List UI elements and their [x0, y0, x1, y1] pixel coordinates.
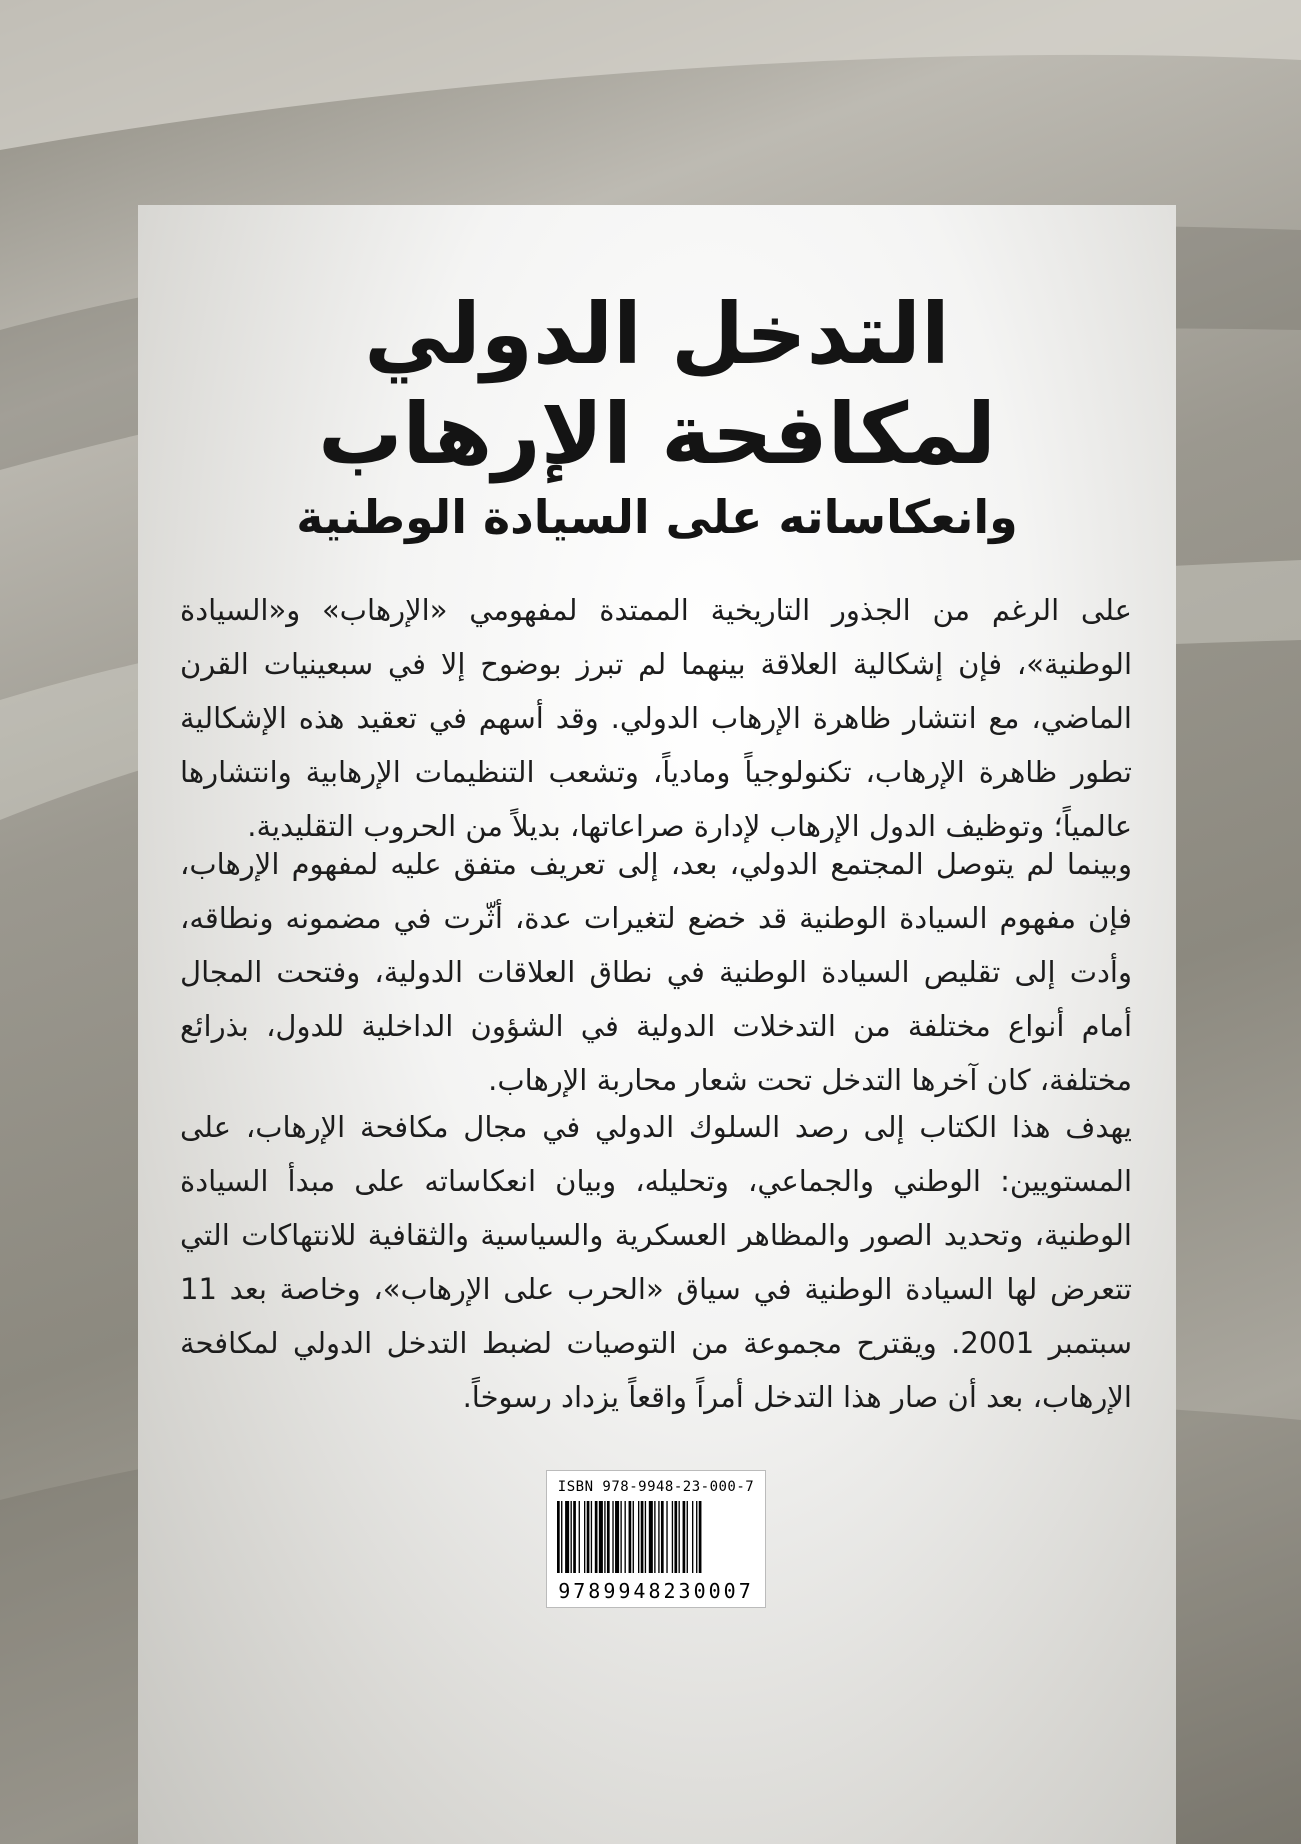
isbn-label: ISBN 978-9948-23-000-7	[557, 1479, 755, 1495]
blurb-paragraph-2: وبينما لم يتوصل المجتمع الدولي، بعد، إلى تعريف متفق عليه لمفهوم الإرهاب، فإن مفهوم السيادة الوطنية قد خضع لتغيرات عدة، أثّرت في مضمونه ونطاقه، وأدت إلى تقليص السيادة الوطنية في نطاق العلاقات الدولية، وفتحت المجال أمام أنواع مختلفة من التدخلات الدولية في الشؤون الداخلية للدول، بذرائع مختلفة، كان آخرها التدخل تحت شعار محاربة الإرهاب.	[180, 847, 1132, 1097]
book-subtitle: وانعكاساته على السيادة الوطنية	[296, 490, 1018, 544]
book-title-line2: لمكافحة الإرهاب	[318, 385, 996, 483]
isbn-barcode	[546, 1470, 766, 1608]
book-title-line1: التدخل الدولي	[364, 285, 950, 383]
blurb-paragraph-3: يهدف هذا الكتاب إلى رصد السلوك الدولي في مجال مكافحة الإرهاب، على المستويين: الوطني والجماعي، وتحليله، وبيان انعكاساته على مبدأ السيادة الوطنية، وتحديد الصور والمظاهر العسكرية والسياسية والثقافية للانتهاكات التي تتعرض لها السيادة الوطنية في سياق «الحرب على الإرهاب»، وخاصة بعد 11 سبتمبر 2001. ويقترح مجموعة من التوصيات لضبط التدخل الدولي لمكافحة الإرهاب، بعد أن صار هذا التدخل أمراً واقعاً يزداد رسوخاً.	[180, 1110, 1132, 1414]
blurb-paragraph-1: على الرغم من الجذور التاريخية الممتدة لمفهومي «الإرهاب» و«السيادة الوطنية»، فإن إشكالية العلاقة بينهما لم تبرز بوضوح إلا في سبعينيات القرن الماضي، مع انتشار ظاهرة الإرهاب الدولي. وقد أسهم في تعقيد هذه الإشكالية تطور ظاهرة الإرهاب، تكنولوجياً ومادياً، وتشعب التنظيمات الإرهابية وانتشارها عالمياً؛ وتوظيف الدول الإرهاب لإدارة صراعاتها، بديلاً من الحروب التقليدية.	[180, 593, 1132, 843]
barcode-bars	[557, 1501, 757, 1583]
barcode-number: 9789948230007	[558, 1579, 754, 1603]
cover-panel	[138, 205, 1176, 1844]
